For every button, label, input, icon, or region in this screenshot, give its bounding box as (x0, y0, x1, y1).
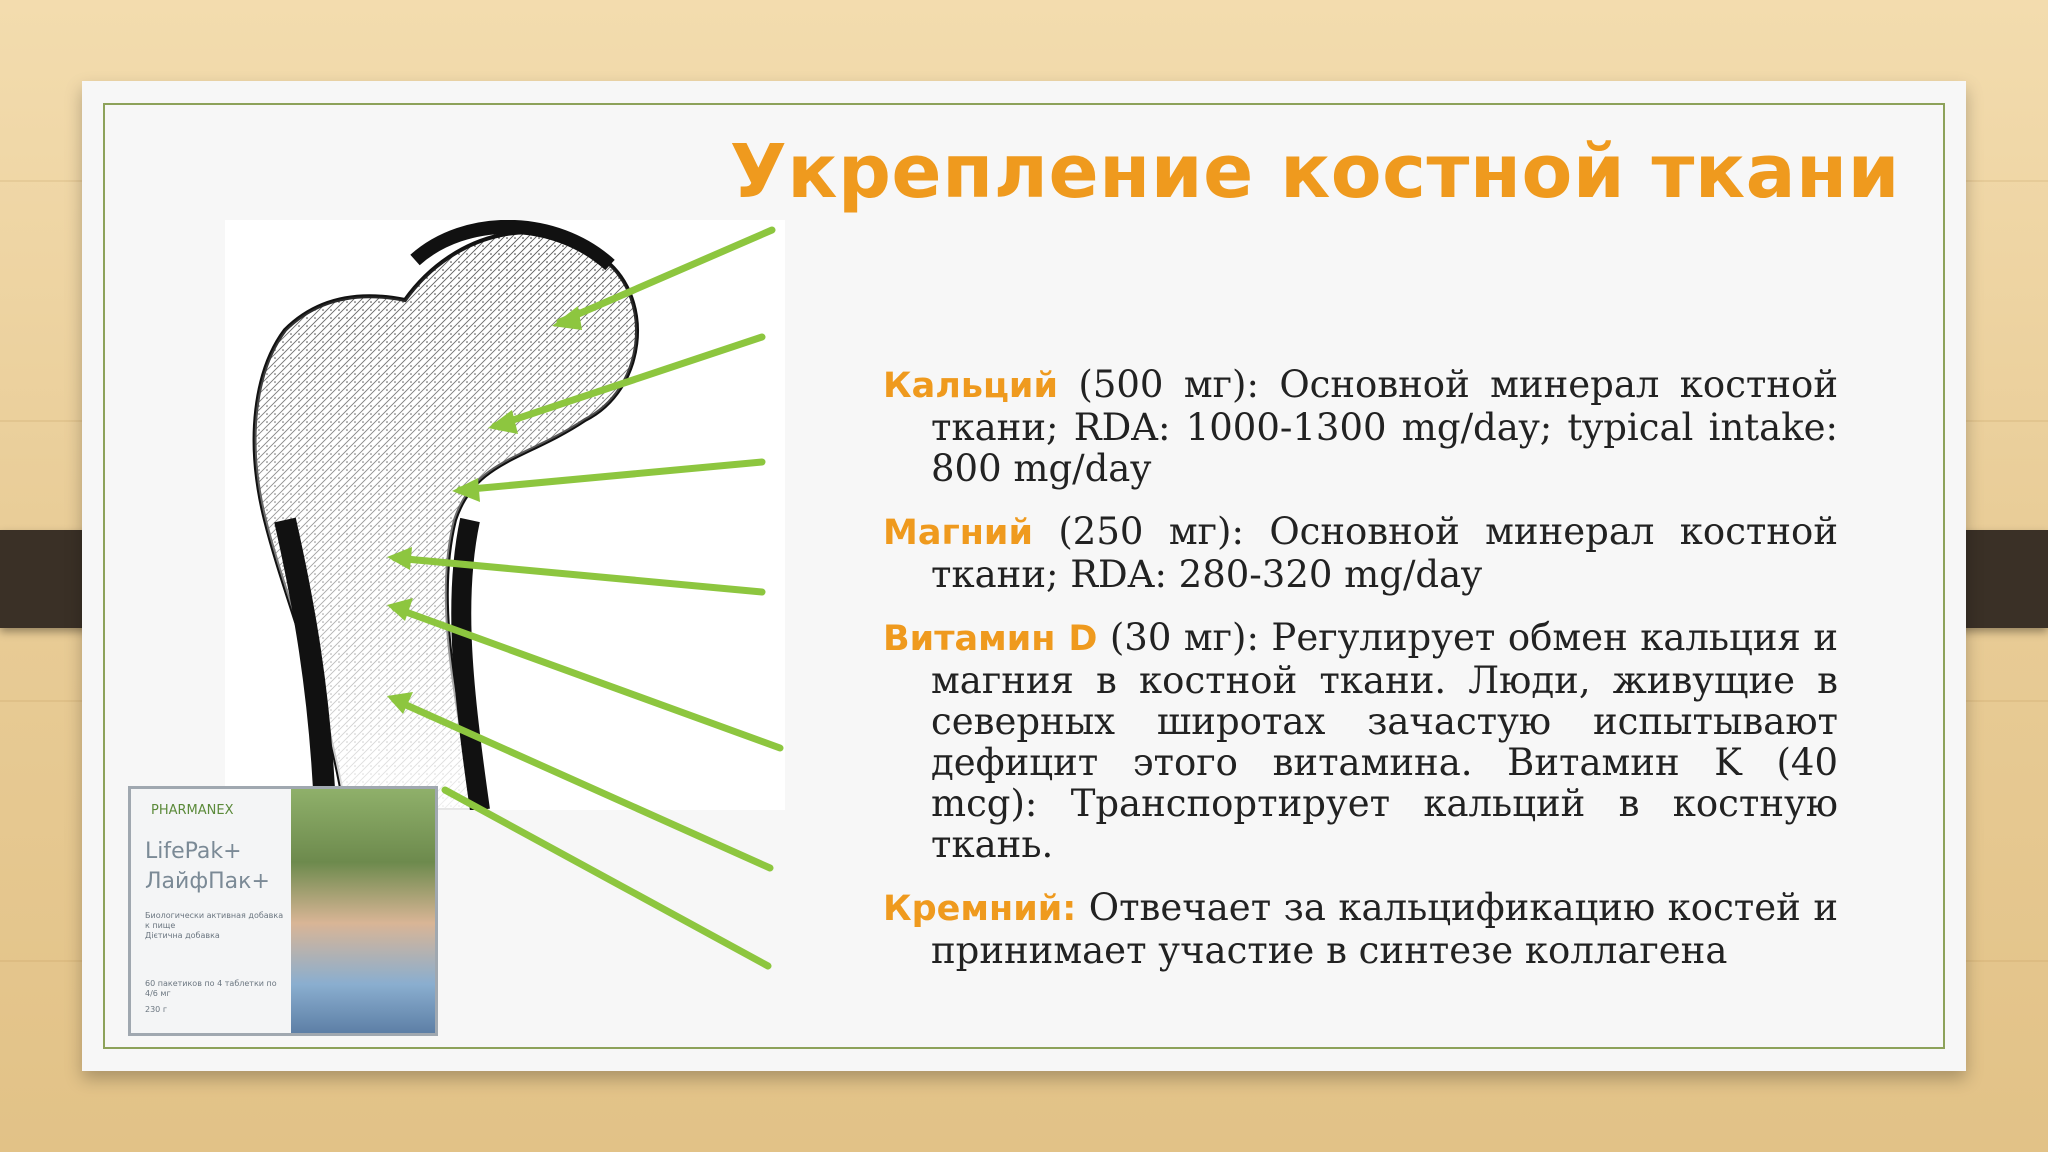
nutrient-description: (500 мг): Основной минерал костной ткани; RDA: 1000-1300 mg/day; typical intake: 800 mg/day (931, 363, 1838, 490)
product-name-en: LifePak+ (145, 839, 242, 864)
nutrient-term: Магний (883, 513, 1033, 553)
product-note: Дієтична добавка (145, 931, 220, 940)
nutrient-item-magnesium (883, 511, 1838, 595)
product-brand: PHARMANEX (151, 803, 234, 818)
nutrient-item-silicon (883, 887, 1838, 971)
nutrient-item-vitamin-d (883, 617, 1838, 865)
nutrient-description: Отвечает за кальцификацию костей и принимает участие в синтезе коллагена (931, 886, 1838, 972)
nutrient-item-calcium (883, 364, 1838, 489)
lifepak-product-box (128, 786, 438, 1036)
nutrient-description: (250 мг): Основной минерал костной ткани; RDA: 280-320 mg/day (931, 510, 1838, 596)
nutrient-description: (30 мг): Регулирует обмен кальция и магния в костной ткани. Люди, живущие в северных широтах зачастую испытывают дефицит этого витамина. Витамин K (40 mcg): Транспортирует кальций в костную ткань. (931, 616, 1838, 866)
nutrient-term: Витамин D (883, 619, 1098, 659)
slide-title: Укрепление костной ткани (729, 129, 1900, 215)
nutrient-list (883, 364, 1838, 993)
product-note: 60 пакетиков по 4 таблетки по 4/6 мг (145, 979, 277, 998)
product-photo (291, 789, 435, 1033)
product-note: 230 г (145, 1005, 168, 1014)
product-note: Биологически активная добавка к пище (145, 911, 284, 930)
nutrient-term: Кремний: (883, 889, 1077, 929)
product-name-ru: ЛайфПак+ (145, 869, 270, 894)
nutrient-term: Кальций (883, 366, 1058, 406)
product-label-panel (131, 789, 291, 1033)
